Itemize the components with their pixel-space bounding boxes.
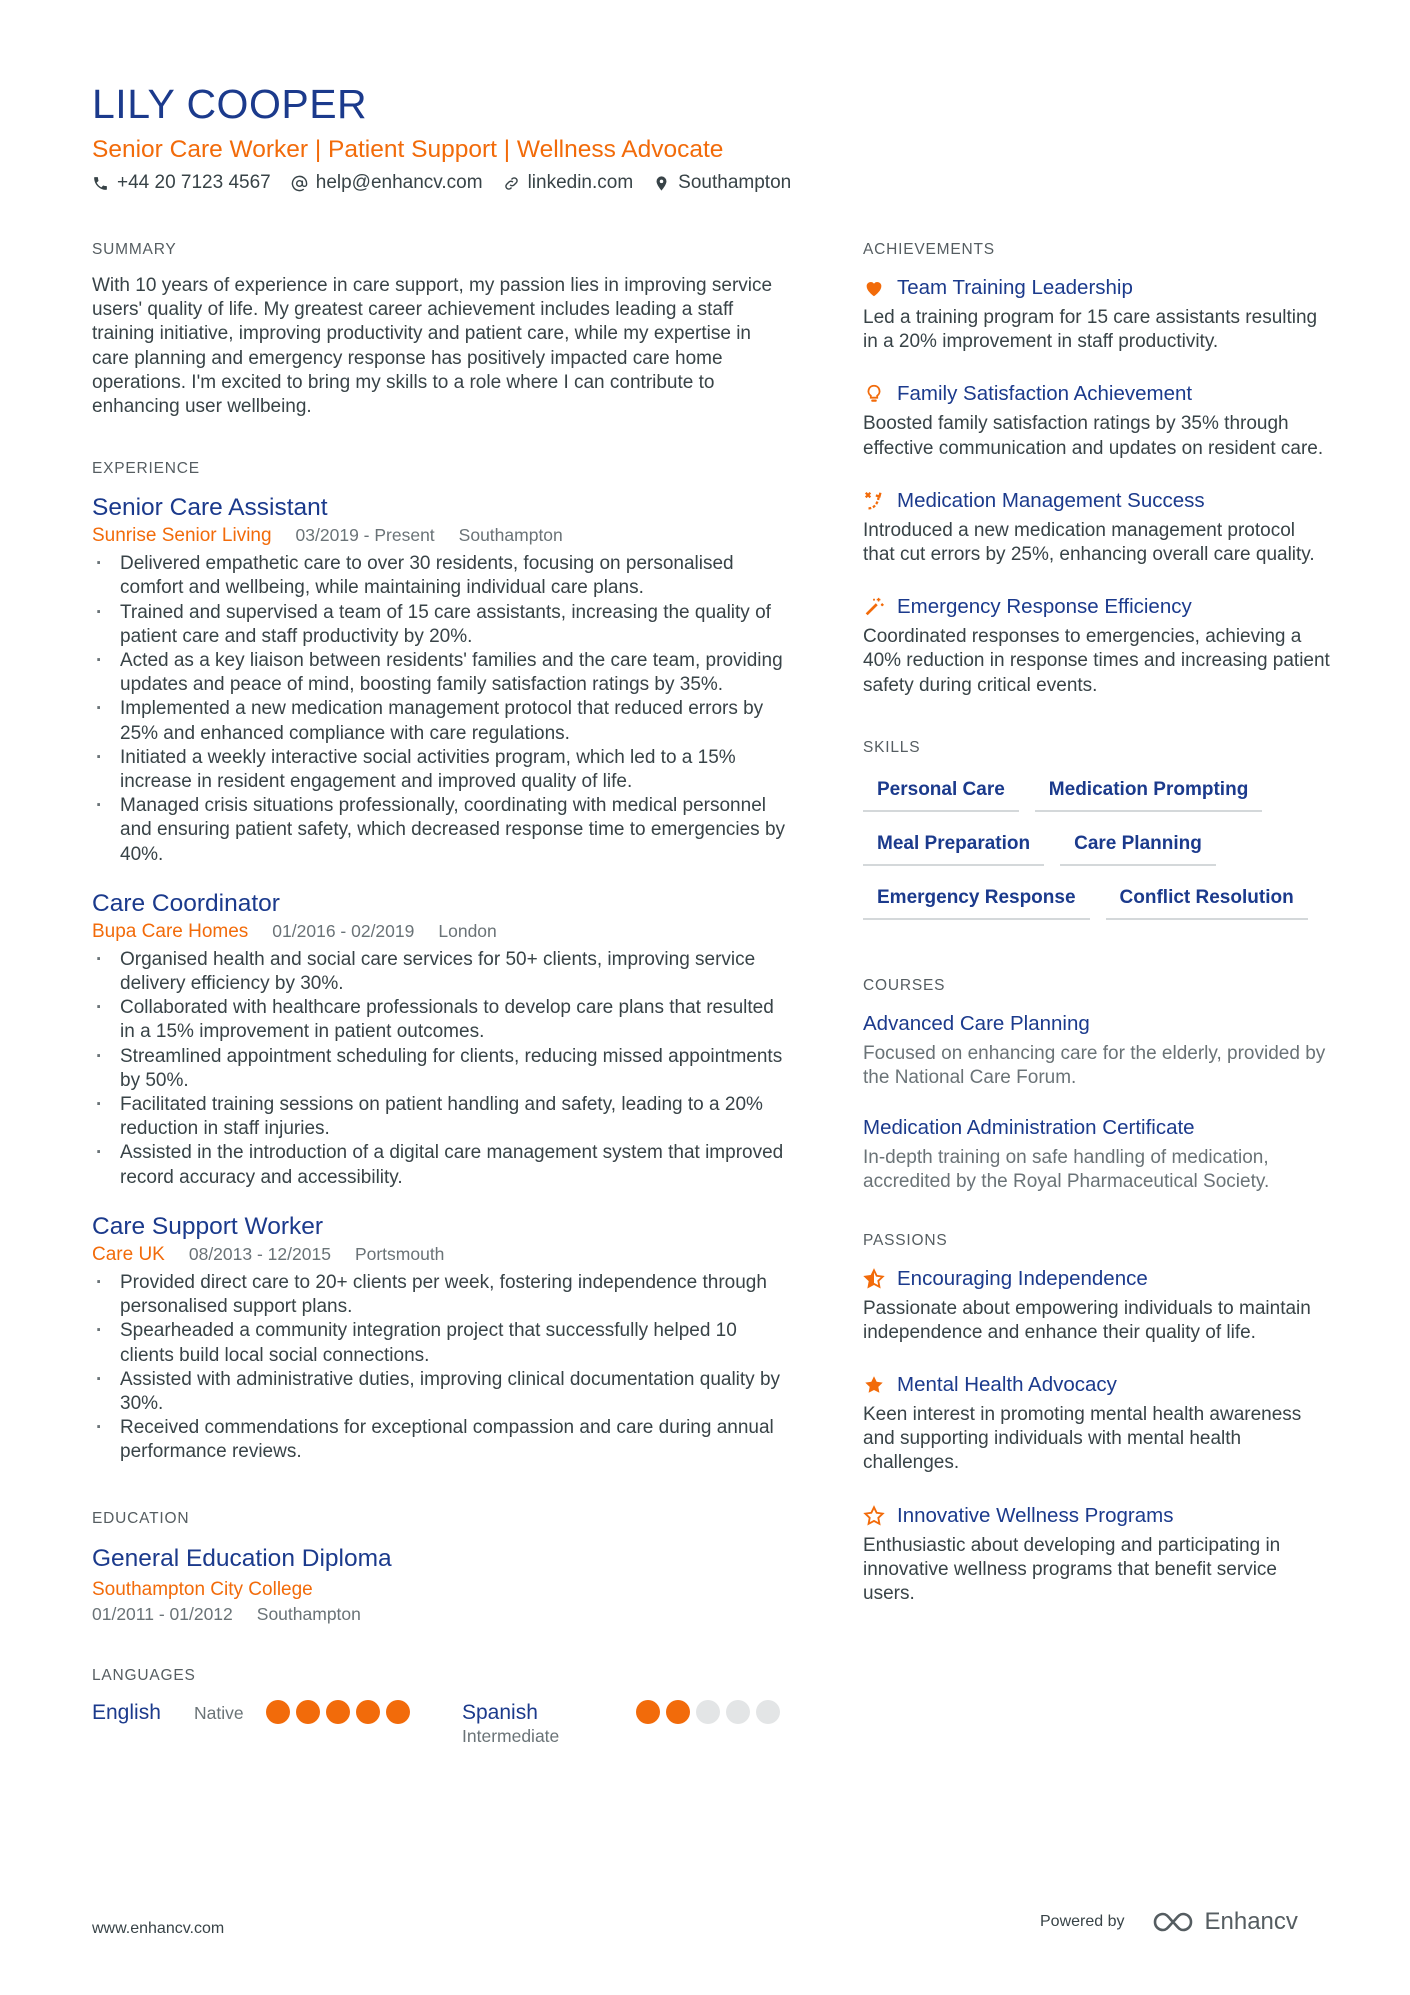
languages-heading: LANGUAGES — [92, 1666, 196, 1684]
passion-item — [863, 1502, 1331, 1607]
contact-row — [92, 172, 1322, 194]
achievement-desc: Boosted family satisfaction ratings by 35% through effective communication and updates on resident care. — [863, 413, 1324, 459]
course-desc: In-depth training on safe handling of medication, accredited by the Royal Pharmaceutical Society. — [863, 1147, 1270, 1193]
language-rating — [266, 1700, 410, 1724]
job-title: Care Support Worker — [92, 1212, 324, 1240]
experience-heading: EXPERIENCE — [92, 460, 200, 478]
rating-dot-filled — [386, 1700, 410, 1724]
rating-dot-empty — [756, 1700, 780, 1724]
location-text: Southampton — [678, 172, 792, 193]
left-column — [92, 240, 792, 1787]
job-bullet: · Trained and supervised a team of 15 care assistants, increasing the quality of patient care and staff productivity by 20%. — [92, 601, 792, 649]
contact-location — [653, 172, 791, 194]
job-entry — [92, 889, 792, 1190]
contact-linkedin[interactable] — [503, 172, 634, 194]
skills-list — [863, 772, 1331, 920]
enhancv-logo-icon — [1151, 1910, 1197, 1934]
job-dates: 01/2016 - 02/2019 — [272, 920, 415, 941]
job-bullet: · Provided direct care to 20+ clients per week, fostering independence through personalised support plans. — [92, 1271, 792, 1319]
rating-dot-empty — [696, 1700, 720, 1724]
job-company: Care UK — [92, 1243, 165, 1265]
achievements-heading: ACHIEVEMENTS — [863, 241, 995, 258]
achievement-item — [863, 593, 1331, 698]
job-bullet: · Acted as a key liaison between residents' families and the care team, providing updates and peace of mind, boosting family satisfaction ratings by 35%. — [92, 649, 792, 697]
education-heading: EDUCATION — [92, 1509, 190, 1527]
passion-title: Encouraging Independence — [897, 1266, 1148, 1290]
job-bullet: · Facilitated training sessions on patient handling and safety, leading to a 20% reduction in staff injuries. — [92, 1093, 792, 1141]
job-bullet: · Spearheaded a community integration project that successfully helped 10 clients build local social connections. — [92, 1319, 792, 1367]
summary-heading: SUMMARY — [92, 241, 177, 258]
job-entry — [92, 1212, 792, 1465]
achievement-desc: Coordinated responses to emergencies, achieving a 40% reduction in response times and increasing patient safety during critical events. — [863, 626, 1330, 696]
tactics-icon — [863, 490, 885, 512]
skills-section — [863, 738, 1331, 920]
right-column — [863, 240, 1331, 1646]
location-pin-icon — [653, 175, 670, 192]
passion-desc: Passionate about empowering individuals to maintain independence and enhance their quality of life. — [863, 1297, 1311, 1343]
language-label-block — [462, 1700, 636, 1747]
job-bullet: · Assisted in the introduction of a digital care management system that improved record accuracy and accessibility. — [92, 1141, 792, 1189]
job-meta — [92, 1242, 792, 1267]
education-section — [92, 1509, 792, 1626]
job-title: Care Coordinator — [92, 889, 280, 917]
job-bullet: · Implemented a new medication management protocol that reduced errors by 25% and enhanced compliance with care regulations. — [92, 697, 792, 745]
skill-tag: Emergency Response — [863, 880, 1090, 920]
job-bullet: · Initiated a weekly interactive social activities program, which led to a 15% increase in resident engagement and improved quality of life. — [92, 746, 792, 794]
achievement-header — [863, 274, 1331, 302]
achievement-title: Emergency Response Efficiency — [897, 595, 1192, 619]
language-rating — [636, 1700, 780, 1724]
passion-title: Mental Health Advocacy — [897, 1373, 1117, 1397]
skill-tag: Care Planning — [1060, 826, 1216, 866]
job-bullet: · Assisted with administrative duties, improving clinical documentation quality by 30%. — [92, 1368, 792, 1416]
language-level: Intermediate — [462, 1725, 560, 1746]
candidate-title: Senior Care Worker | Patient Support | Wellness Advocate — [92, 136, 724, 163]
rating-dot-filled — [266, 1700, 290, 1724]
skills-heading: SKILLS — [863, 738, 921, 756]
job-meta — [92, 919, 792, 944]
footer-branding — [1040, 1908, 1298, 1936]
achievement-header — [863, 593, 1331, 621]
passions-section — [863, 1231, 1331, 1607]
course-desc: Focused on enhancing care for the elderly, provided by the National Care Forum. — [863, 1042, 1326, 1089]
passion-item — [863, 1371, 1331, 1476]
summary-text: With 10 years of experience in care support, my passion lies in improving service users' quality of life. My greatest career achievement includes leading a staff training initiative, improving productivity and patient care, while my expertise in care planning and emergency response has positively impacted care home operations. I'm excited to bring my skills to a role where I can contribute to enhancing user wellbeing. — [92, 275, 773, 418]
education-school: Southampton City College — [92, 1578, 313, 1600]
achievement-header — [863, 380, 1331, 408]
phone-icon — [92, 175, 109, 192]
achievement-item — [863, 487, 1331, 567]
job-bullet: · Collaborated with healthcare professionals to develop care plans that resulted in a 15% improvement in patient outcomes. — [92, 996, 792, 1044]
passion-header — [863, 1502, 1331, 1530]
language-level: Native — [194, 1702, 244, 1723]
job-dates: 03/2019 - Present — [295, 525, 435, 546]
job-location: London — [438, 920, 497, 941]
job-company: Sunrise Senior Living — [92, 525, 272, 547]
achievement-desc: Introduced a new medication management protocol that cut errors by 25%, enhancing overall care quality. — [863, 519, 1315, 566]
passion-item — [863, 1265, 1331, 1345]
skill-tag: Conflict Resolution — [1106, 880, 1308, 920]
passion-desc: Enthusiastic about developing and participating in innovative wellness programs that benefit service users. — [863, 1534, 1281, 1605]
job-bullet: · Delivered empathetic care to over 30 residents, focusing on personalised comfort and wellbeing, while maintaining individual care plans. — [92, 552, 792, 600]
achievements-section — [863, 240, 1331, 698]
passion-header — [863, 1265, 1331, 1293]
magic-wand-icon — [863, 596, 885, 618]
courses-section — [863, 976, 1331, 1195]
job-entry — [92, 493, 792, 867]
resume-header — [92, 78, 1322, 194]
summary-section — [92, 240, 792, 419]
linkedin-text: linkedin.com — [527, 172, 634, 193]
rating-dot-filled — [326, 1700, 350, 1724]
achievement-header — [863, 487, 1331, 515]
job-bullet: · Organised health and social care services for 50+ clients, improving service delivery efficiency by 30%. — [92, 948, 792, 996]
passion-title: Innovative Wellness Programs — [897, 1503, 1174, 1527]
skill-tag: Personal Care — [863, 772, 1019, 812]
course-item — [863, 1114, 1331, 1194]
language-name: Spanish — [462, 1700, 538, 1724]
language-list — [92, 1700, 792, 1747]
star-outline-icon — [863, 1505, 885, 1527]
achievement-title: Family Satisfaction Achievement — [897, 382, 1193, 406]
job-company: Bupa Care Homes — [92, 920, 249, 942]
rating-dot-filled — [296, 1700, 320, 1724]
job-bullets — [92, 1271, 792, 1465]
education-meta — [92, 1602, 792, 1626]
email-text: help@enhancv.com — [315, 172, 483, 193]
job-bullet: · Managed crisis situations professionally, coordinating with medical personnel and ensuring patient safety, which decreased response time to emergencies by 40%. — [92, 794, 792, 867]
achievement-item — [863, 274, 1331, 354]
experience-section — [92, 459, 792, 1464]
language-name: English — [92, 1700, 161, 1724]
rating-dot-filled — [356, 1700, 380, 1724]
lightbulb-icon — [863, 383, 885, 405]
skill-tag: Meal Preparation — [863, 826, 1044, 866]
achievement-title: Medication Management Success — [897, 488, 1205, 512]
powered-by-label: Powered by — [1040, 1913, 1125, 1930]
job-meta — [92, 523, 792, 548]
courses-heading: COURSES — [863, 976, 946, 994]
phone-text: +44 20 7123 4567 — [117, 172, 271, 193]
brand-logo[interactable] — [1151, 1908, 1298, 1936]
job-bullet: · Streamlined appointment scheduling for clients, reducing missed appointments by 50%. — [92, 1045, 792, 1093]
rating-dot-filled — [636, 1700, 660, 1724]
language-item — [462, 1700, 780, 1747]
contact-email[interactable] — [291, 172, 483, 194]
footer-website[interactable]: www.enhancv.com — [92, 1920, 225, 1937]
passions-heading: PASSIONS — [863, 1231, 948, 1249]
course-item — [863, 1010, 1331, 1090]
job-location: Southampton — [458, 525, 563, 546]
star-icon — [863, 1374, 885, 1396]
job-bullet: · Received commendations for exceptional compassion and care during annual performance reviews. — [92, 1416, 792, 1464]
education-dates: 01/2011 - 01/2012 — [92, 1603, 233, 1624]
skill-tag: Medication Prompting — [1035, 772, 1263, 812]
at-icon — [291, 175, 308, 192]
education-location: Southampton — [256, 1603, 361, 1624]
star-half-icon — [863, 1268, 885, 1290]
course-title: Advanced Care Planning — [863, 1011, 1090, 1035]
passion-header — [863, 1371, 1331, 1399]
course-title: Medication Administration Certificate — [863, 1116, 1195, 1140]
job-bullets — [92, 552, 792, 867]
passion-desc: Keen interest in promoting mental health awareness and supporting individuals with mental health challenges. — [863, 1404, 1302, 1474]
link-icon — [503, 175, 520, 192]
achievement-item — [863, 380, 1331, 460]
candidate-name: LILY COOPER — [92, 81, 368, 127]
achievement-desc: Led a training program for 15 care assistants resulting in a 20% improvement in staff productivity. — [863, 307, 1318, 353]
education-degree: General Education Diploma — [92, 1544, 392, 1572]
job-bullets — [92, 948, 792, 1190]
job-location: Portsmouth — [354, 1243, 445, 1264]
languages-section — [92, 1666, 792, 1747]
brand-name: Enhancv — [1204, 1908, 1298, 1935]
contact-phone — [92, 172, 271, 194]
achievement-title: Team Training Leadership — [897, 276, 1133, 299]
rating-dot-empty — [726, 1700, 750, 1724]
language-item — [92, 1700, 462, 1726]
job-title: Senior Care Assistant — [92, 494, 328, 522]
heart-icon — [863, 277, 885, 299]
job-dates: 08/2013 - 12/2015 — [188, 1243, 331, 1264]
rating-dot-filled — [666, 1700, 690, 1724]
